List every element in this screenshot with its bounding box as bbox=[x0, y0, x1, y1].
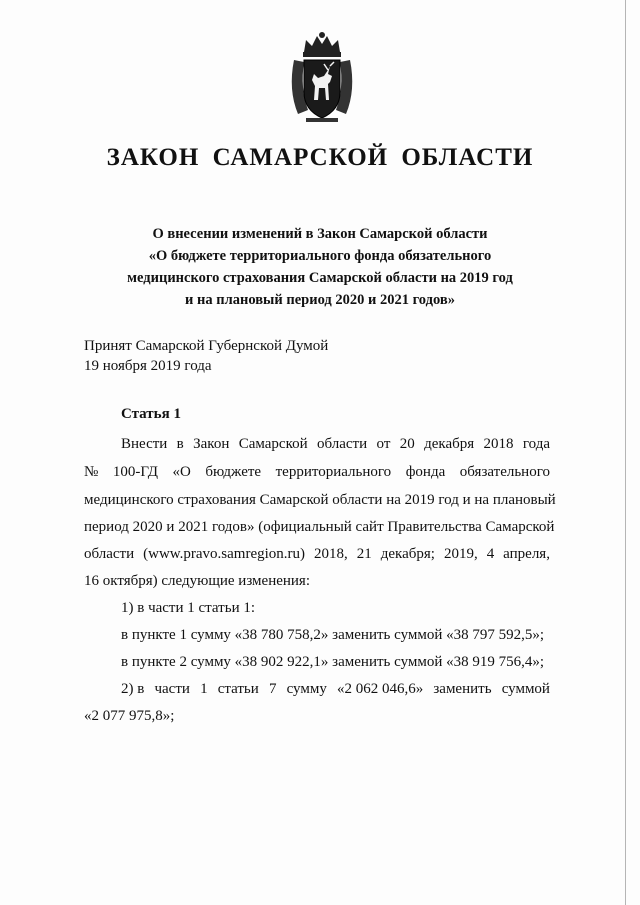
word: части bbox=[154, 681, 190, 697]
subtitle-line: медицинского страхования Самарской области на 2019 год bbox=[127, 270, 513, 286]
word: 7 bbox=[268, 681, 277, 697]
document-title: ЗАКОН САМАРСКОЙ ОБЛАСТИ bbox=[106, 144, 534, 171]
subtitle-line: О внесении изменений в Закон Самарской области bbox=[152, 226, 488, 242]
word: Внести bbox=[121, 436, 168, 452]
word: декабря bbox=[424, 436, 475, 452]
word: «О bbox=[172, 464, 191, 480]
amendment-item-1b: в пункте 2 сумму «38 902 922,1» заменить суммой «38 919 756,4»; bbox=[121, 654, 545, 670]
word: области bbox=[317, 436, 368, 452]
word: 1 bbox=[200, 681, 208, 697]
word: фонда bbox=[405, 464, 446, 480]
document-subtitle bbox=[90, 223, 550, 311]
word: в bbox=[176, 436, 184, 452]
scan-edge-line bbox=[625, 0, 626, 905]
word: территориального bbox=[275, 464, 392, 480]
word: Закон bbox=[193, 436, 230, 452]
body-line-5 bbox=[84, 546, 550, 563]
body-line-1 bbox=[121, 436, 550, 453]
word: 2018 bbox=[483, 436, 514, 452]
adoption-note bbox=[84, 336, 328, 376]
word: Самарской bbox=[238, 436, 308, 452]
subtitle-line: «О бюджете территориального фонда обязательного bbox=[148, 248, 492, 264]
word: обязательного bbox=[459, 464, 550, 480]
amendment-item-1: 1) в части 1 статьи 1: bbox=[121, 600, 256, 616]
amendment-item-2 bbox=[121, 681, 550, 698]
word: суммой bbox=[501, 681, 550, 697]
word: 2019, bbox=[443, 546, 478, 562]
word: 100-ГД bbox=[112, 464, 158, 480]
word: бюджете bbox=[205, 464, 262, 480]
adoption-date: 19 ноября 2019 года bbox=[84, 358, 212, 374]
word: заменить bbox=[433, 681, 492, 697]
word: 21 bbox=[356, 546, 372, 562]
word: апреля, bbox=[503, 546, 550, 562]
adoption-line: Принят Самарской Губернской Думой bbox=[84, 338, 329, 354]
amendment-item-1a: в пункте 1 сумму «38 780 758,2» заменить суммой «38 797 592,5»; bbox=[121, 627, 545, 643]
body-line-2 bbox=[84, 464, 550, 481]
word: (www.pravo.samregion.ru) bbox=[143, 546, 306, 562]
word: года bbox=[522, 436, 550, 452]
body-line-3: медицинского страхования Самарской области на 2019 год и на плановый bbox=[84, 492, 556, 508]
word: 20 bbox=[399, 436, 415, 452]
word: от bbox=[376, 436, 391, 452]
word: статьи bbox=[217, 681, 259, 697]
word: 4 bbox=[486, 546, 495, 562]
word: 2) в bbox=[121, 681, 145, 697]
article-heading: Статья 1 bbox=[121, 406, 181, 422]
word: сумму bbox=[286, 681, 327, 697]
amendment-item-2-cont: «2 077 975,8»; bbox=[84, 708, 175, 724]
coat-of-arms-icon bbox=[284, 30, 360, 126]
word: области bbox=[84, 546, 135, 562]
word: декабря; bbox=[380, 546, 435, 562]
subtitle-line: и на плановый период 2020 и 2021 годов» bbox=[185, 292, 455, 308]
word: № bbox=[84, 464, 99, 480]
body-line-4: период 2020 и 2021 годов» (официальный сайт Правительства Самарской bbox=[84, 519, 555, 535]
word: «2 062 046,6» bbox=[336, 681, 424, 697]
body-line-6: 16 октября) следующие изменения: bbox=[84, 573, 310, 589]
word: 2018, bbox=[314, 546, 348, 562]
